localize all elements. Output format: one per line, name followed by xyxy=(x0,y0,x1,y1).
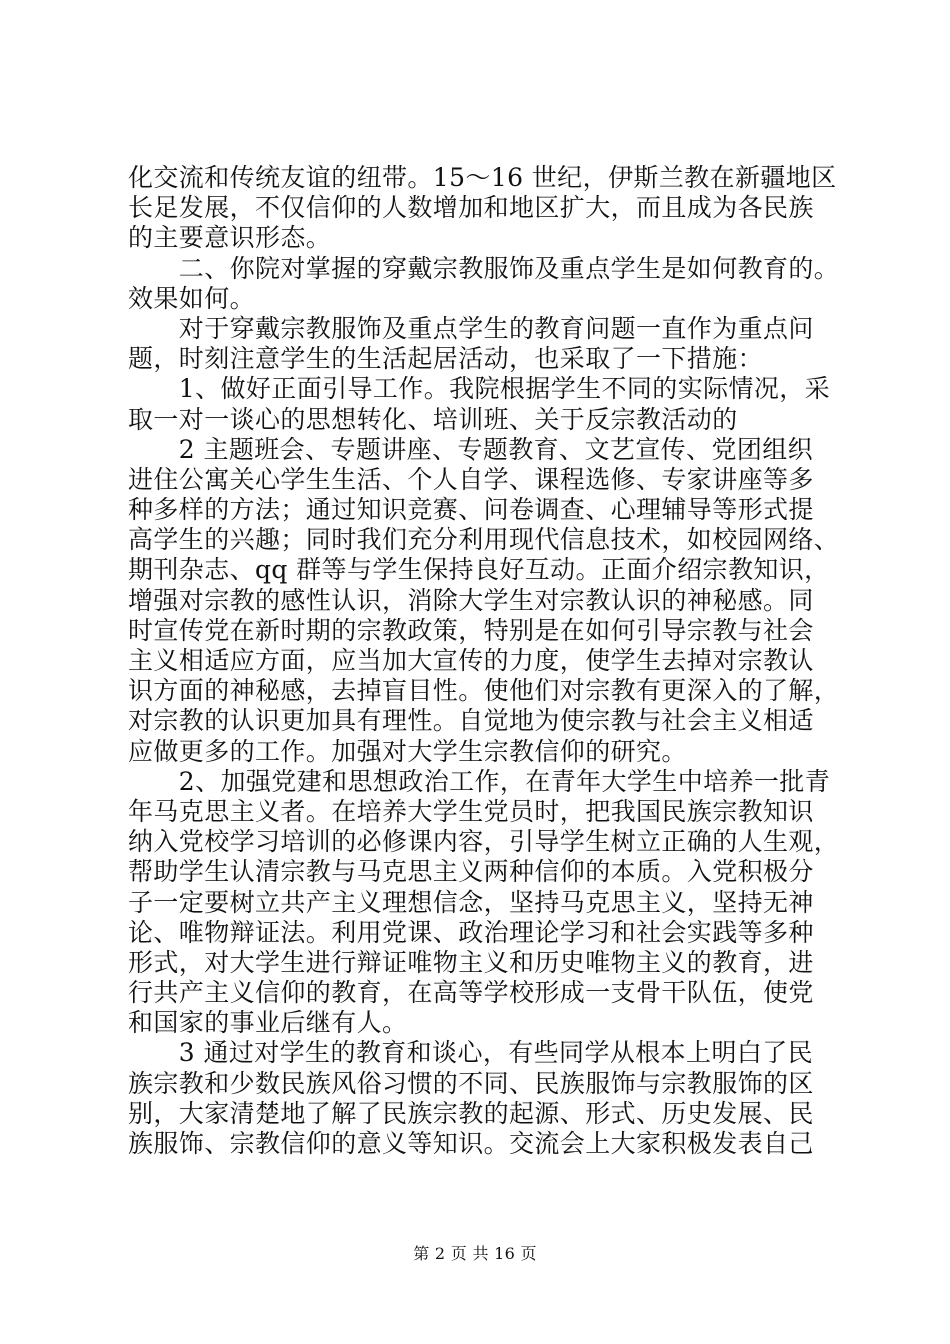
text-line: 时宣传党在新时期的宗教政策，特别是在如何引导宗教与社会 xyxy=(128,615,814,645)
text-line: 形式，对大学生进行辩证唯物主义和历史唯物主义的教育，进 xyxy=(128,947,814,977)
text-line: 取一对一谈心的思想转化、培训班、关于反宗教活动的 xyxy=(128,404,738,434)
text-line: 高学生的兴趣；同时我们充分利用现代信息技术，如校园网络、 xyxy=(128,525,840,555)
text-line: 行共产主义信仰的教育，在高等学校形成一支骨干队伍，使党 xyxy=(128,978,814,1008)
text-line: 2 主题班会、专题讲座、专题教育、文艺宣传、党团组织 xyxy=(128,434,814,464)
page-footer: 第 2 页 共 16 页 xyxy=(413,1244,537,1263)
text-line: 2、加强党建和思想政治工作，在青年大学生中培养一批青 xyxy=(128,766,831,796)
text-line: 题，时刻注意学生的生活起居活动，也采取了一下措施： xyxy=(128,344,764,374)
text-line: 论、唯物辩证法。利用党课、政治理论学习和社会实践等多种 xyxy=(128,917,814,947)
text-line: 别，大家清楚地了解了民族宗教的起源、形式、历史发展、民 xyxy=(128,1098,814,1128)
text-line: 长足发展，不仅信仰的人数增加和地区扩大，而且成为各民族 xyxy=(128,193,814,223)
text-line: 纳入党校学习培训的必修课内容，引导学生树立正确的人生观， xyxy=(128,827,840,857)
text-line: 识方面的神秘感，去掉盲目性。使他们对宗教有更深入的了解， xyxy=(128,676,840,706)
text-line: 对于穿戴宗教服饰及重点学生的教育问题一直作为重点问 xyxy=(128,313,814,343)
text-line: 和国家的事业后继有人。 xyxy=(128,1008,408,1038)
text-line: 二、你院对掌握的穿戴宗教服饰及重点学生是如何教育的。 xyxy=(128,253,840,283)
text-line: 增强对宗教的感性认识，消除大学生对宗教认识的神秘感。同 xyxy=(128,585,814,615)
text-line: 应做更多的工作。加强对大学生宗教信仰的研究。 xyxy=(128,736,687,766)
text-line: 对宗教的认识更加具有理性。自觉地为使宗教与社会主义相适 xyxy=(128,706,814,736)
text-line: 化交流和传统友谊的纽带。15～16 世纪，伊斯兰教在新疆地区 xyxy=(128,163,837,192)
text-line: 效果如何。 xyxy=(128,283,256,313)
text-line: 主义相适应方面，应当加大宣传的力度，使学生去掉对宗教认 xyxy=(128,646,814,675)
text-line: 族宗教和少数民族风俗习惯的不同、民族服饰与宗教服饰的区 xyxy=(128,1068,814,1098)
text-line: 族服饰、宗教信仰的意义等知识。交流会上大家积极发表自己 xyxy=(128,1129,814,1158)
text-line: 的主要意识形态。 xyxy=(128,223,332,253)
text-line: 子一定要树立共产主义理想信念，坚持马克思主义，坚持无神 xyxy=(128,887,814,917)
text-line: 年马克思主义者。在培养大学生党员时，把我国民族宗教知识 xyxy=(128,796,814,826)
body-text xyxy=(128,163,840,1159)
text-line: 期刊杂志、qq 群等与学生保持良好互动。正面介绍宗教知识， xyxy=(128,555,830,585)
text-line: 帮助学生认清宗教与马克思主义两种信仰的本质。入党积极分 xyxy=(128,857,814,887)
text-line: 1、做好正面引导工作。我院根据学生不同的实际情况，采 xyxy=(128,374,831,404)
text-line: 种多样的方法；通过知识竞赛、问卷调查、心理辅导等形式提 xyxy=(128,495,814,525)
text-line: 进住公寓关心学生生活、个人自学、课程选修、专家讲座等多 xyxy=(128,464,814,494)
text-line: 3 通过对学生的教育和谈心，有些同学从根本上明白了民 xyxy=(128,1038,814,1068)
